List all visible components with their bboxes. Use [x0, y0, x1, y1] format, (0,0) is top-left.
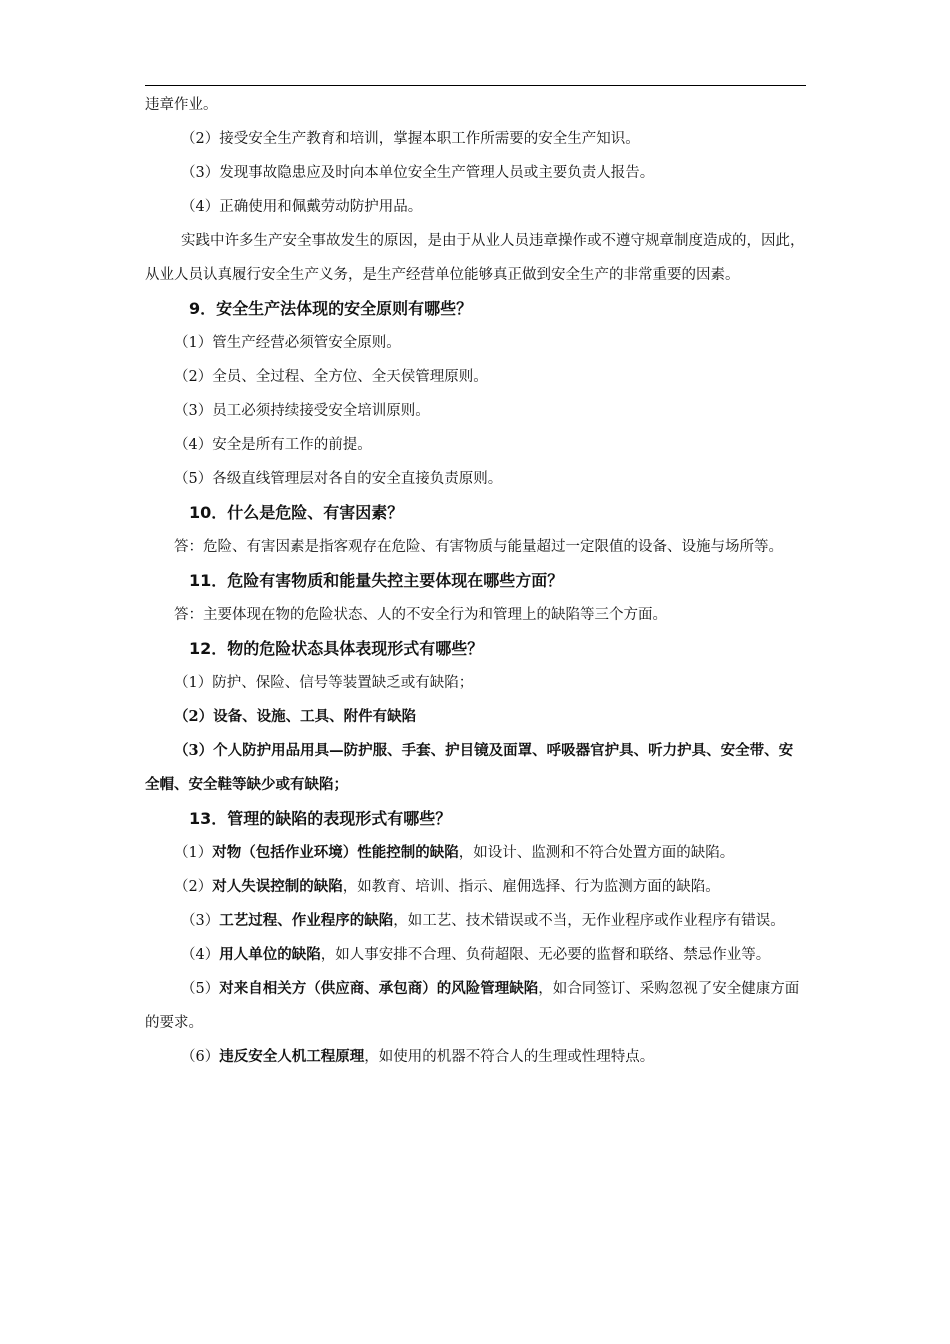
item-bold-text: 用人单位的缺陷 [219, 946, 321, 963]
paragraph: 实践中许多生产安全事故发生的原因，是由于从业人员违章操作或不遵守规章制度造成的，因此，从业人员认真履行安全生产义务，是生产经营单位能够真正做到安全生产的非常重要的因素。 [145, 233, 805, 283]
list-item: （2）全员、全过程、全方位、全天侯管理原则。 [174, 369, 488, 385]
list-item [145, 904, 806, 938]
header-rule [145, 85, 806, 86]
answer-paragraph: 答：主要体现在物的危险状态、人的不安全行为和管理上的缺陷等三个方面。 [174, 607, 667, 623]
list-item [145, 870, 806, 904]
list-item: （3）发现事故隐患应及时向本单位安全生产管理人员或主要负责人报告。 [181, 165, 655, 181]
item-bold-text: 工艺过程、作业程序的缺陷 [219, 912, 394, 929]
section-heading-10: 10．什么是危险、有害因素？ [189, 503, 404, 522]
list-item: （5）各级直线管理层对各自的安全直接负责原则。 [174, 471, 503, 487]
item-text: ，如人事安排不合理、负荷超限、无必要的监督和联络、禁忌作业等。 [320, 947, 771, 963]
item-text: ，如合同签订、采购忽视了安全健康方面的要求。 [145, 981, 800, 1031]
item-bold-text: 对来自相关方（供应商、承包商）的风险管理缺陷 [219, 980, 539, 997]
item-bold-text: 对物（包括作业环境）性能控制的缺陷 [212, 844, 459, 861]
item-number: （4） [181, 947, 220, 963]
list-item [145, 836, 806, 870]
item-text: ，如教育、培训、指示、雇佣选择、行为监测方面的缺陷。 [342, 879, 720, 895]
item-number: （6） [181, 1049, 220, 1065]
item-number: （5） [181, 981, 220, 997]
item-text: ，如设计、监测和不符合处置方面的缺陷。 [458, 845, 735, 861]
list-item-bold: （2）设备、设施、工具、附件有缺陷 [174, 708, 417, 725]
document-body [145, 88, 806, 1074]
section-heading-9: 9．安全生产法体现的安全原则有哪些？ [189, 299, 473, 318]
list-item [145, 972, 806, 1040]
list-item [145, 1040, 806, 1074]
list-item: （3）员工必须持续接受安全培训原则。 [174, 403, 430, 419]
item-number: （3） [181, 913, 220, 929]
list-item [145, 938, 806, 972]
section-heading-11: 11．危险有害物质和能量失控主要体现在哪些方面？ [189, 571, 564, 590]
item-number: （1） [174, 845, 213, 861]
list-item-bold: （3）个人防护用品用具—防护服、手套、护目镜及面罩、呼吸器官护具、听力护具、安全带、安全帽、安全鞋等缺少或有缺陷； [145, 742, 794, 793]
item-bold-text: 对人失误控制的缺陷 [212, 878, 343, 895]
item-number: （2） [174, 879, 213, 895]
item-bold-text: 违反安全人机工程原理 [219, 1048, 365, 1065]
list-item: （4）正确使用和佩戴劳动防护用品。 [181, 199, 423, 215]
item-text: ，如工艺、技术错误或不当，无作业程序或作业程序有错误。 [393, 913, 785, 929]
list-item: （1）防护、保险、信号等装置缺乏或有缺陷； [174, 675, 474, 691]
section-heading-13: 13．管理的缺陷的表现形式有哪些？ [189, 809, 452, 828]
section-heading-12: 12．物的危险状态具体表现形式有哪些？ [189, 639, 484, 658]
paragraph: 违章作业。 [145, 97, 218, 113]
answer-paragraph: 答：危险、有害因素是指客观存在危险、有害物质与能量超过一定限值的设备、设施与场所等。 [174, 539, 783, 555]
list-item: （4）安全是所有工作的前提。 [174, 437, 372, 453]
list-item: （2）接受安全生产教育和培训，掌握本职工作所需要的安全生产知识。 [181, 131, 640, 147]
item-text: ，如使用的机器不符合人的生理或性理特点。 [364, 1049, 655, 1065]
list-item: （1）管生产经营必须管安全原则。 [174, 335, 401, 351]
